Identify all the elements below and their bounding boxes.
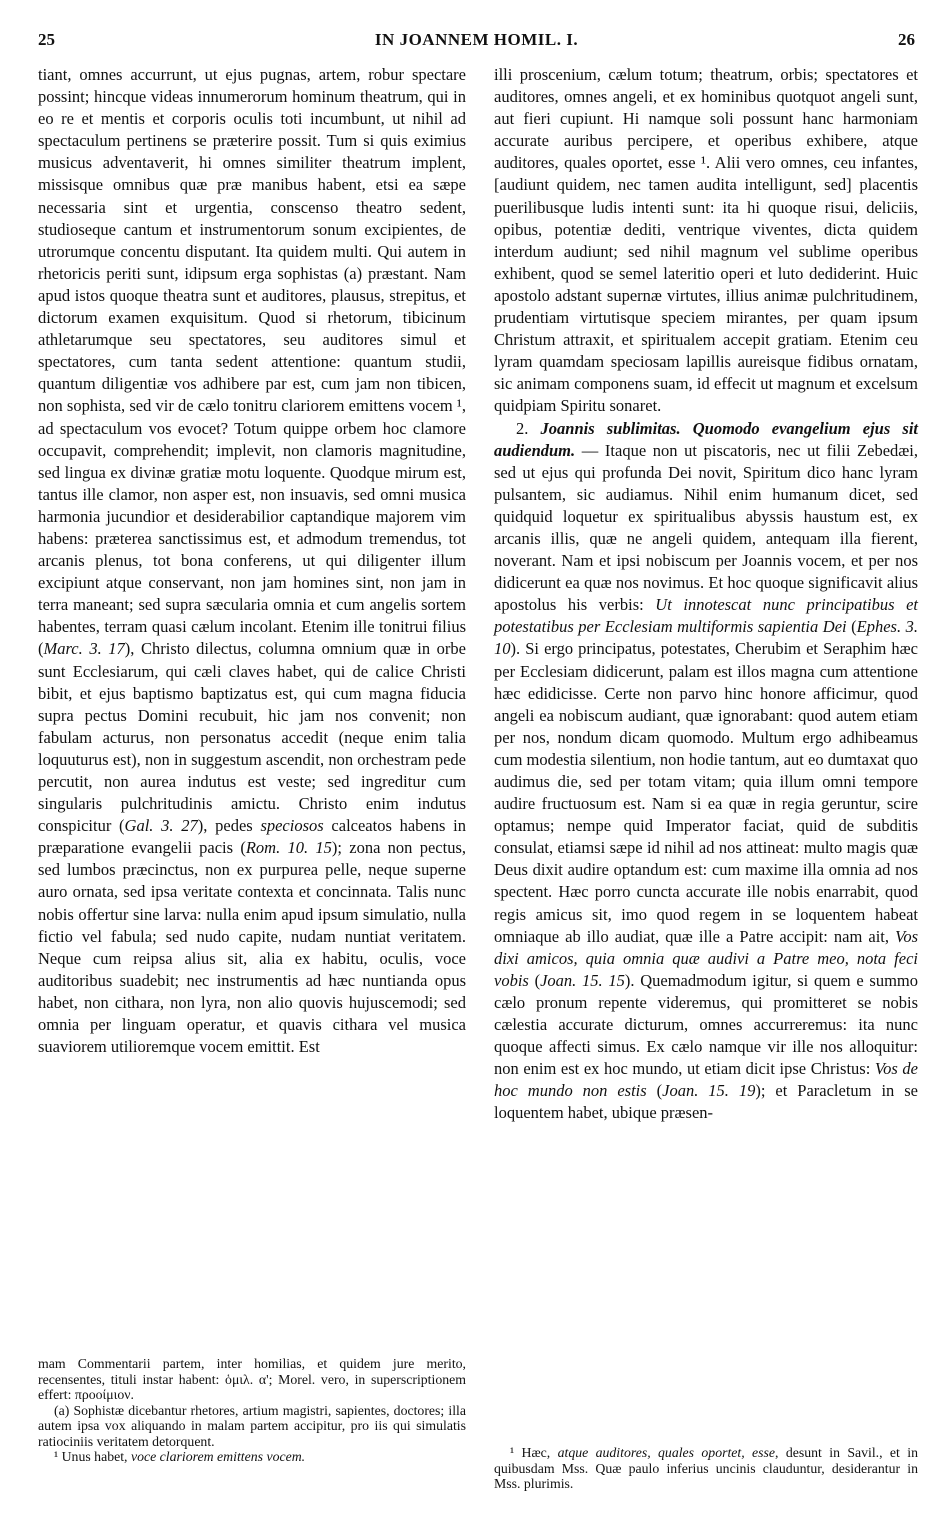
footnote-italic: voce clariorem emittens vocem. [130, 1449, 306, 1464]
footnote-a [38, 1403, 466, 1450]
scripture-reference: Marc. 3. 17 [43, 639, 125, 659]
left-column [38, 64, 466, 1058]
italic-word: speciosos [260, 816, 324, 836]
scripture-quote: Vos dixi amicos, quia omnia quæ audivi a Patre meo, nota feci vobis [494, 926, 918, 990]
footnote-text: Hæc, [514, 1445, 558, 1460]
text-run: ), Christo dilectus, columna omnium quæ in orbe sunt Ecclesiarum, qui cæli claves habet, qui de calice Christi bibit, et ejus baptismo baptizatus est, qui cum magna fiducia supra pectus Domini recubuit, hic jam nos convenit; non fabulam acturus, non personatus accedit (neque enim talia loquuturus est), non in suggestum ascendit, non orchestram pede percutit, non aurea indutus est veste; sed ingreditur cum singularis pulchritudinis amictu. Christo enim indutus conspicitur ( [38, 639, 466, 836]
text-run: ( [528, 970, 541, 990]
text-run: ); et Paracletum in se loquentem habet, ubique præsen- [494, 1081, 918, 1123]
scripture-reference: Rom. 10. 15 [245, 838, 332, 858]
footnotes-left [38, 1356, 466, 1465]
running-head: IN JOANNEM HOMIL. I. [374, 30, 579, 49]
footnote-italic: atque auditores, quales oportet, esse [557, 1445, 776, 1460]
text-run: tiant, omnes accurrunt, ut ejus pugnas, artem, robur spectare possint; hincque videas innumerorum hominum theatrum, qui in eo re et mentis et corporis oculis toti incumbunt, ut nihil ad spectaculum pertinens se præterire possit. Tum si quis eximius musicus adventaverit, hi omnes similiter theatrum implent, missisque omnibus quæ præ manibus habent, etsi ea sæpe necessaria sint et urgentia, conscenso theatro sedent, studioseque cantum et instrumentorum sonum excipientes, de utrorumque concentu disputant. Ita quidem multi. Qui autem in rhetoricis periti sunt, idipsum erga sophistas (a) præstant. Nam apud istos quoque theatra sunt et auditores, plausus, strepitus, et dictorum examen exquisitum. Quod si rhetorum, tibicinum athletarumque seu spectatores, seu auditores simul et spectatores, cum tanta sedent attentione: quantum studii, quantum diligentiæ vos adhibere par est, cum jam non tibicen, non sophista, sed vir de cælo tonitru clariorem emittens vocem ¹, ad spectaculum vos evocet? Totum quippe orbem hoc clamore occupavit, comprehendit; implevit, non clamoris magnitudine, sed lingua ex divinæ gratiæ motu loquente. Quodque mirum est, tantus ille clamor, non asper est, non insuavis, sed omni musica harmonia jucundior et desiderabilior captandique majorem vim habens: præterea sanctissimus est, et admodum tremendus, tot arcanis plenus, tot bona conferens, ut qui diligenter illum excipiunt atque conservant, non jam homines sint, non jam in terra maneant; sed supra sæcularia omnia et cum angelis sortem habentes, terram quasi cælum incolant. Etenim ille tonitrui filius ( [38, 65, 466, 659]
text-run: — Itaque non ut piscatoris, nec ut filii Zebedæi, sed ut ejus qui profunda Dei novit, Spiritum dico hanc lyram pulsantem, sic audiamus. Nihil enim humanum dicet, sed quidquid loquetur ex spiritualibus abyssis haustum est, ex arcanis illis, quæ ne angeli quidem, antequam illa fierent, noverant. Nam et ipsi nobiscum per Joannis vocem, et per nos didicerunt ea quæ nos novimus. Et hoc quoque significavit alius apostolus his verbis: [494, 440, 918, 615]
section-title: Joannis sublimitas. Quomodo evangelium ejus sit audiendum. [494, 418, 918, 460]
right-body-paragraph-2 [494, 418, 918, 1125]
text-run: ), pedes [197, 816, 261, 836]
footnote-1 [494, 1445, 918, 1492]
footnote-mark: ¹ [510, 1445, 515, 1460]
right-body-paragraph-1 [494, 64, 918, 418]
text-run: calceatos habens in præparatione evangelii pacis ( [38, 816, 466, 858]
scripture-quote: Vos de hoc mundo non estis [494, 1059, 918, 1101]
text-run: ). Quemadmodum igitur, si quem e summo cælo pronum repente videremus, qui promitteret se nobis cælestia accurate dicturum, omnes accurreremus: ita nunc quoque affecti simus. Ex cælo namque vir ille nos alloquitur: non enim est ex hoc mundo, ut etiam dicit ipse Christus: [494, 970, 918, 1079]
text-run: ( [646, 1081, 663, 1101]
text-run: ( [846, 617, 857, 637]
footnote-text: , desunt in Savil., et in quibusdam Mss. Quæ paulo inferius uncinis clauduntur, desiderantur in Mss. plurimis. [494, 1445, 918, 1491]
text-run: ). Si ergo principatus, potestates, Cherubim et Seraphim hæc per Ecclesiam didicerunt, palam est illos magna cum attentione hæc edidicisse. Certe non parvo hinc honore afficimur, quod angeli ea nobiscum audiant, quæ ignorabant: quod autem etiam per nos, nondum dicam quomodo. Multum ergo adhibeamus cum modestia silentium, non hodie tantum, aut eo dumtaxat quo audimus die, sed per totam vitam; quia illum omni tempore audire fructuosum est. Nam si ea quæ in regia geruntur, scire optamus; nempe quid Imperator faciat, quid de subditis consulat, etiamsi sæpe id nihil ad nos attineat: multo magis quæ Deus dixit audire optandum est: cum maxime illa omnia ad nos spectent. Hæc porro cuncta accurate ille nobis enarrabit, quod regis amicus sit, imo quod regem in se loquentem habeat omniaque ab illo audiat, quæ ille a Patre accipit: nam ait, [494, 639, 918, 946]
page-header [38, 30, 915, 56]
footnote-continuation: mam Commentarii partem, inter homilias, et quidem jure merito, recensentes, tituli instar habent: ὁμιλ. α'; Morel. vero, in superscriptionem effert: προοίμιον. [38, 1356, 466, 1402]
left-body-paragraph [38, 64, 466, 1058]
footnote-mark: (a) [54, 1402, 70, 1418]
page-number-right: 26 [898, 30, 915, 49]
scripture-quote: Ut innotescat nunc principatibus et potestatibus per Ecclesiam multiformis sapientia Dei [494, 595, 918, 637]
footnote-mark: ¹ [54, 1449, 59, 1464]
scripture-reference: Ephes. 3. 10 [494, 617, 919, 659]
scripture-reference: Gal. 3. 27 [124, 816, 198, 836]
footnote-1 [38, 1449, 466, 1465]
text-run: ); zona non pectus, sed lumbos præcinctus, non ex purpurea pelle, neque superne auro ornata, sed ipsa veritate contexta et concinnata. Talis nunc nobis offertur sine larva: nulla enim apud ipsum simulatio, nulla fictio vel fabula; sed nudo capite, nudam nuntiat veritatem. Neque cum reipsa alius sit, alia ex habitu, oculis, voce auditoribus suadebit; nec instrumentis ad hæc nuntianda opus habet, non cithara, non lyra, non alio quovis hujuscemodi; sed omnia per linguam operatur, et quavis cithara vel musica suaviorem utilioremque vocem emittit. Est [38, 838, 466, 1057]
footnotes-right [494, 1445, 918, 1492]
section-number: 2. [516, 418, 541, 438]
right-column [494, 64, 918, 1125]
scripture-reference: Joan. 15. 19 [662, 1081, 756, 1101]
footnote-text: Unus habet, [58, 1449, 131, 1464]
page-number-left: 25 [38, 30, 55, 49]
text-run: illi proscenium, cælum totum; theatrum, orbis; spectatores et auditores, omnes angeli, et ex hominibus quotquot angeli sunt, aut fieri cupiunt. Hi namque soli possunt hanc harmoniam accurate auribus percipere, et operibus exhibere, atque auditores, quales oportet, esse ¹. Alii vero omnes, ceu infantes, [audiunt quidem, nec tamen audita intelligunt, sed] placentis puerilibusque ludis intenti sunt: ita hi quoque risui, deliciis, opibus, potentiæ dediti, ventrique viventes, dicta quidem interdum audiunt; sed nihil magnum vel sublime operibus exhibent, quod se semel lateritio operi et luto dediderint. Huic apostolo adstant supernæ virtutes, illius animæ pulchritudinem, prudentiam virtutisque speciem mirantes, per quam ipsum Christum attraxit, et spiritualem accepit gratiam. Etenim ceu lyram quamdam speciosam lapillis aureisque fidibus ornatam, sic animam componens suam, id effecit ut magnum et excelsum quidpiam Spiritu sonaret. [494, 65, 918, 416]
scripture-reference: Joan. 15. 15 [540, 970, 625, 990]
footnote-text: Sophistæ dicebantur rhetores, artium magistri, sapientes, doctores; illa autem ipsa vox aliquando in malam partem accipitur, pro iis qui simulatis ratiociniis veritatem detorquent. [38, 1402, 466, 1449]
